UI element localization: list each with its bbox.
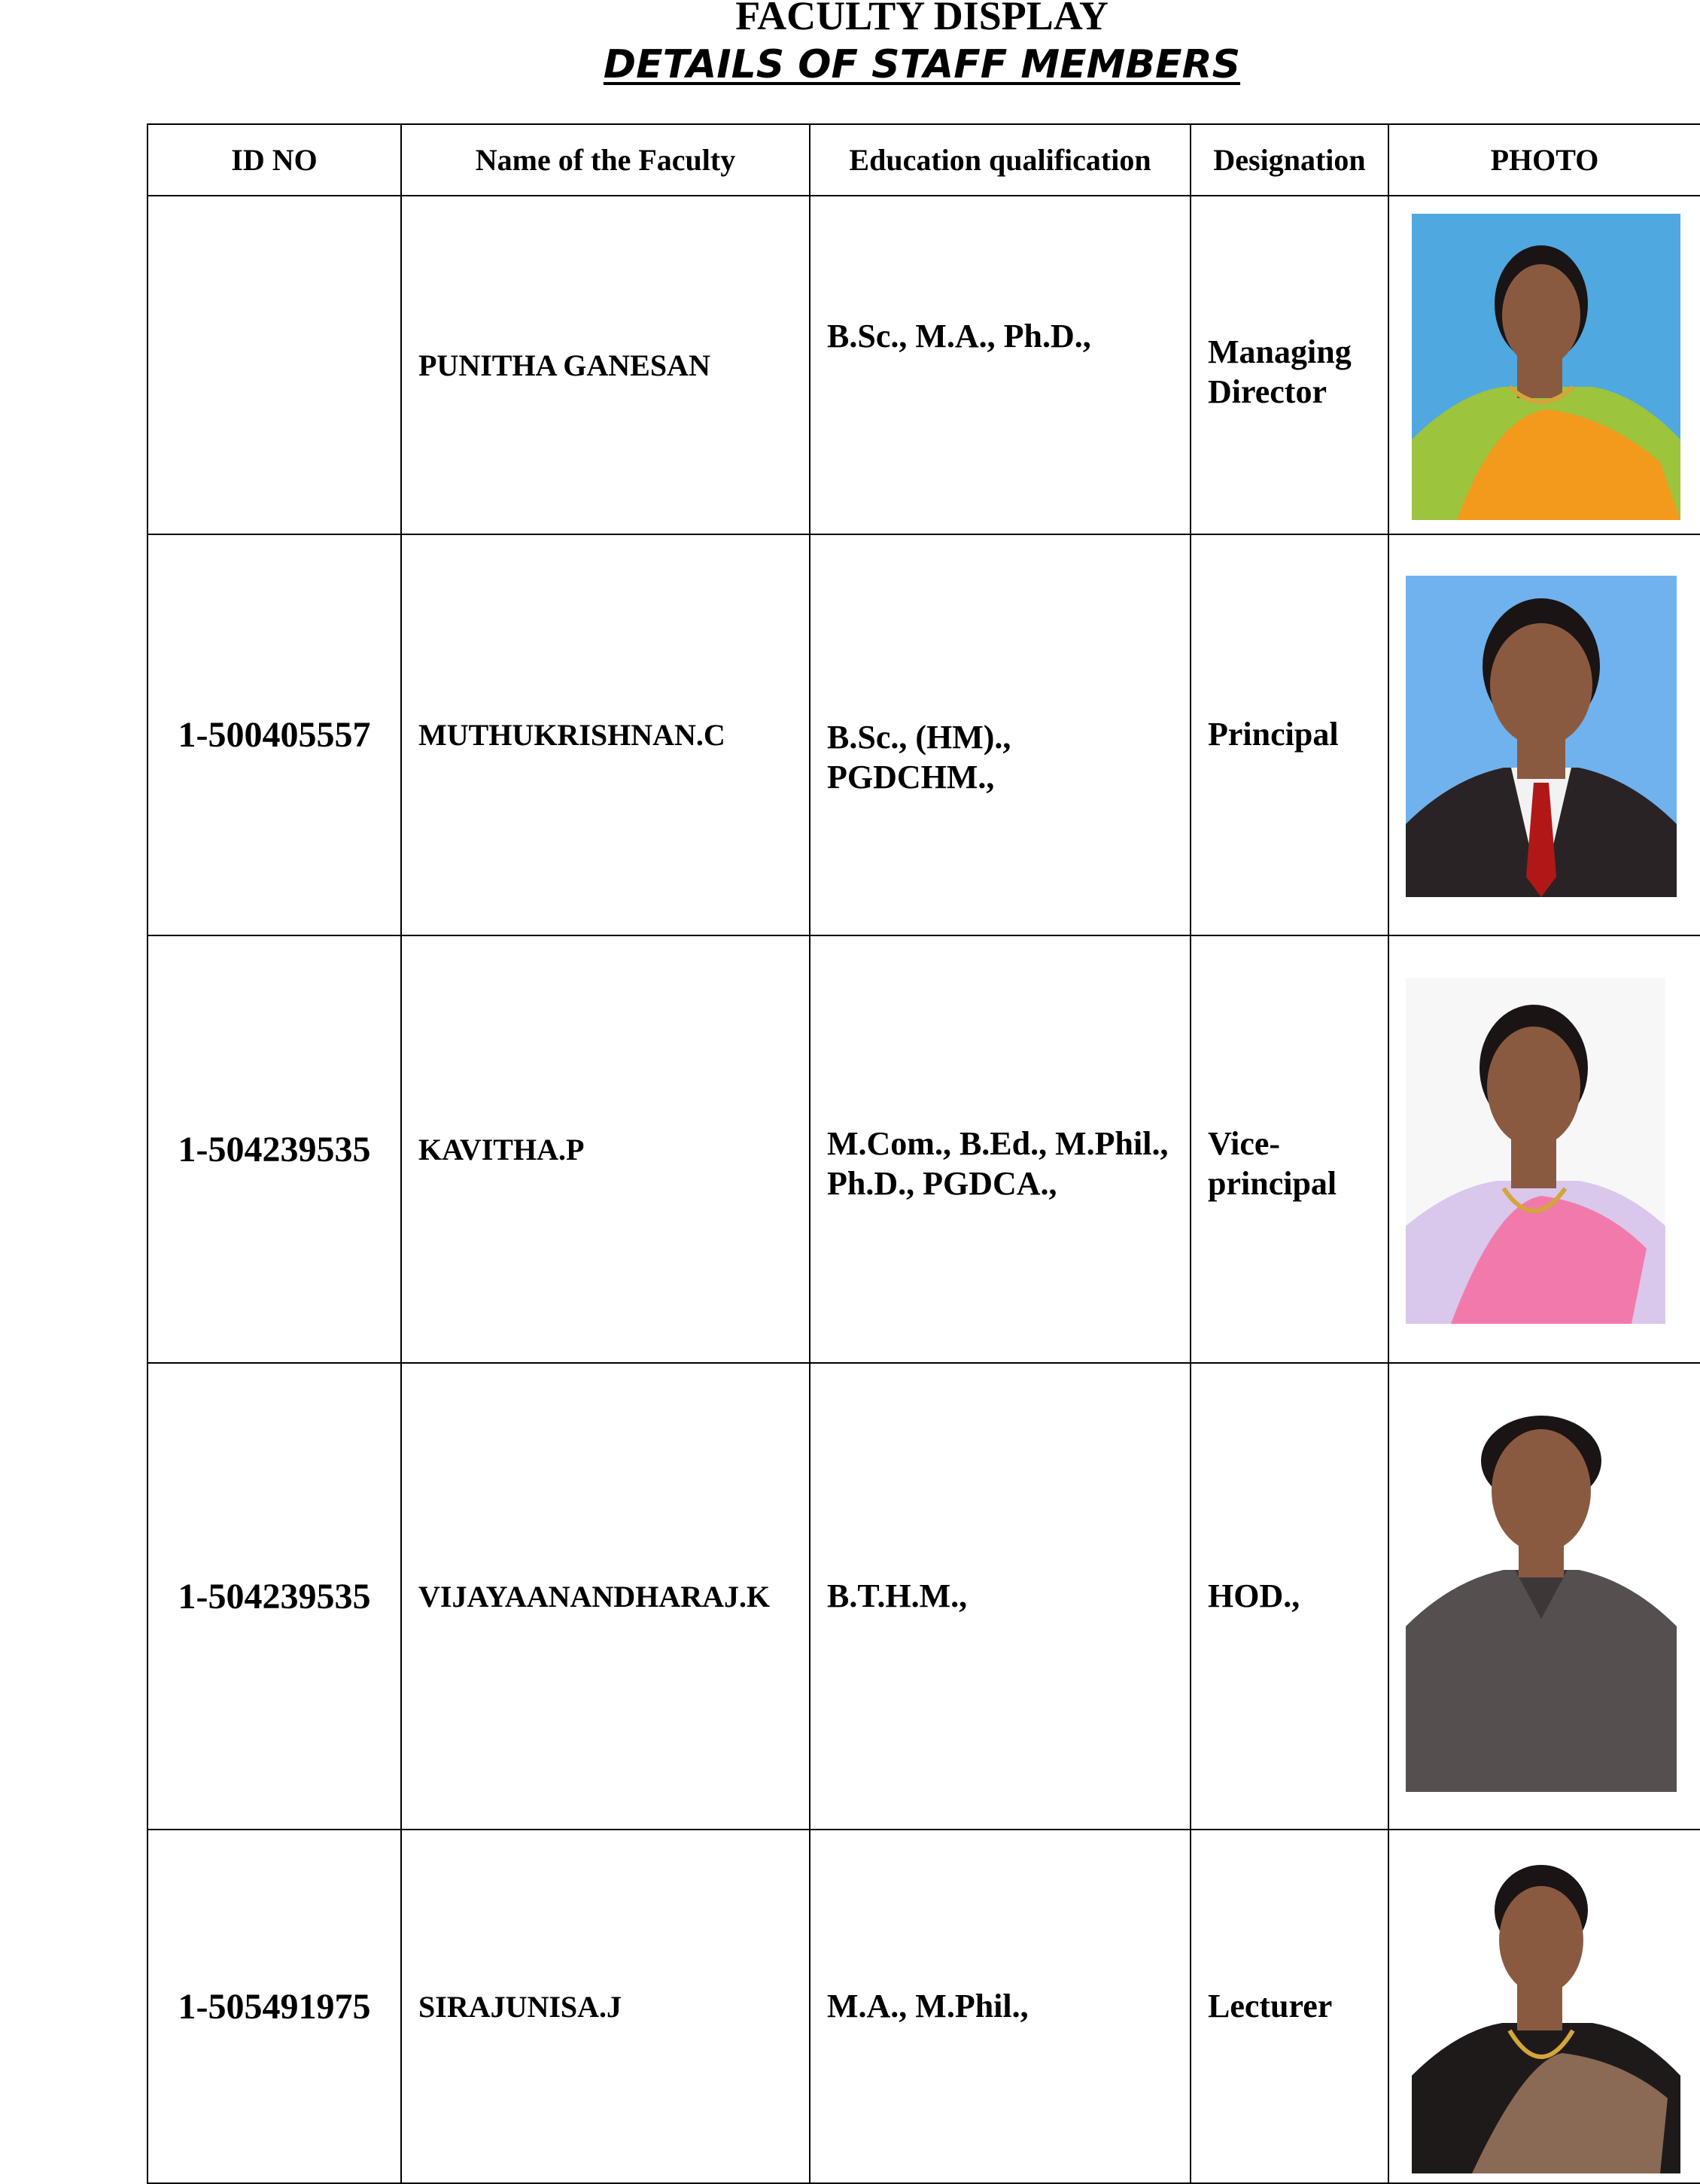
- page-subtitle: DETAILS OF STAFF MEMBERS: [603, 42, 1241, 87]
- table-row: [147, 534, 1700, 935]
- id-cell: 1-504239535: [147, 935, 401, 1363]
- table-row: [147, 935, 1700, 1363]
- staff-photo: [1406, 576, 1677, 897]
- name-cell: PUNITHA GANESAN: [401, 196, 810, 534]
- id-cell: [147, 196, 401, 534]
- table-row: [147, 196, 1700, 534]
- education-text: B.Sc., (HM)., PGDCHM.,: [827, 718, 1011, 795]
- designation-text: Vice-principal: [1208, 1125, 1337, 1202]
- name-cell: VIJAYAANANDHARAJ.K: [401, 1363, 810, 1830]
- id-cell: 1-504239535: [147, 1363, 401, 1830]
- name-cell: SIRAJUNISA.J: [401, 1830, 810, 2183]
- photo-cell: [1388, 935, 1700, 1363]
- column-header-education: Education qualification: [810, 124, 1191, 196]
- education-text: M.A., M.Phil.,: [827, 1987, 1029, 2024]
- photo-cell: [1388, 1363, 1700, 1830]
- staff-photo: [1412, 1842, 1680, 2173]
- staff-table: [147, 123, 1700, 2184]
- staff-photo: [1406, 1401, 1677, 1792]
- name-cell: MUTHUKRISHNAN.C: [401, 534, 810, 935]
- designation-cell: [1191, 196, 1388, 534]
- photo-cell: [1388, 196, 1700, 534]
- table-row: [147, 1830, 1700, 2183]
- designation-text: Lecturer: [1208, 1987, 1333, 2024]
- photo-cell: [1388, 1830, 1700, 2183]
- designation-cell: [1191, 1830, 1388, 2183]
- education-cell: [810, 196, 1191, 534]
- staff-photo: [1406, 978, 1665, 1324]
- column-header-id: ID NO: [147, 124, 401, 196]
- column-header-designation: Designation: [1191, 124, 1388, 196]
- designation-text: Managing Director: [1208, 333, 1352, 410]
- education-cell: [810, 1830, 1191, 2183]
- column-header-name: Name of the Faculty: [401, 124, 810, 196]
- education-text: M.Com., B.Ed., M.Phil., Ph.D., PGDCA.,: [827, 1125, 1169, 1202]
- education-text: B.Sc., M.A., Ph.D.,: [827, 318, 1091, 354]
- staff-photo: [1412, 214, 1680, 520]
- designation-cell: [1191, 1363, 1388, 1830]
- name-cell: KAVITHA.P: [401, 935, 810, 1363]
- education-cell: [810, 534, 1191, 935]
- designation-text: Principal: [1208, 716, 1339, 753]
- page-title: FACULTY DISPLAY: [735, 0, 1108, 38]
- education-text: B.T.H.M.,: [827, 1577, 968, 1614]
- designation-cell: [1191, 534, 1388, 935]
- photo-cell: [1388, 534, 1700, 935]
- table-row: [147, 1363, 1700, 1830]
- table-header-row: [147, 124, 1700, 196]
- designation-text: HOD.,: [1208, 1577, 1300, 1614]
- education-cell: [810, 935, 1191, 1363]
- id-cell: 1-500405557: [147, 534, 401, 935]
- designation-cell: [1191, 935, 1388, 1363]
- column-header-photo: PHOTO: [1388, 124, 1700, 196]
- id-cell: 1-505491975: [147, 1830, 401, 2183]
- education-cell: [810, 1363, 1191, 1830]
